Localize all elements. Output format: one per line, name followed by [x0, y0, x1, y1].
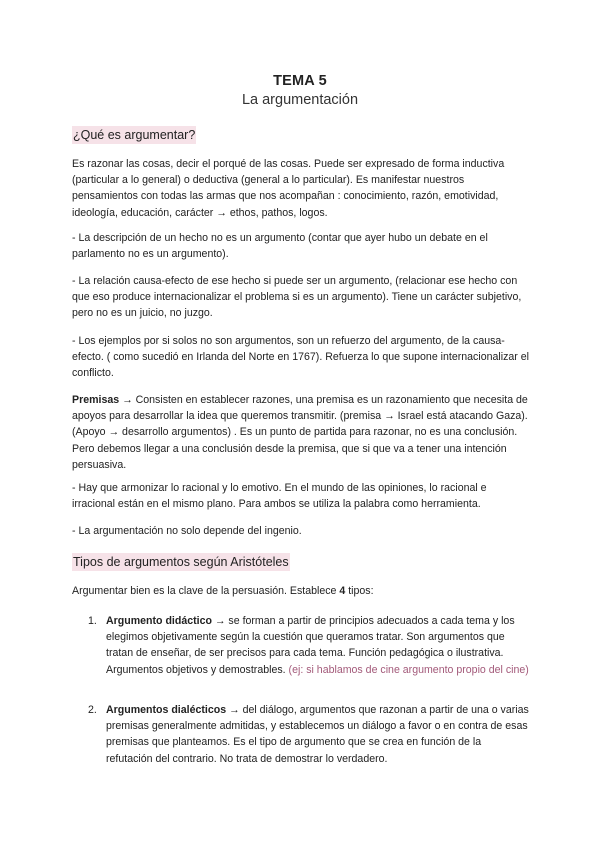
paragraph-ingenio: - La argumentación no solo depende del ingenio.: [72, 525, 302, 537]
document-title: TEMA 5: [273, 73, 327, 89]
section-heading-que-es-argumentar: ¿Qué es argumentar?: [73, 128, 196, 142]
intro-count: 4: [339, 585, 346, 597]
premisas-term: Premisas: [72, 394, 120, 406]
list-item-term: Argumentos dialécticos: [106, 704, 227, 716]
paragraph-descripcion: - La descripción de un hecho no es un argumento (contar que ayer hubo un debate en el parlamento no es un argumento).: [72, 232, 488, 261]
list-item-argumento-didactico: [106, 613, 530, 678]
list-item-number: 1.: [88, 615, 97, 627]
paragraph-armonizar: - Hay que armonizar lo racional y lo emotivo. En el mundo de las opiniones, lo racional e irracional están en el mismo plano. Para ambos se utiliza la palabra como herramienta.: [72, 482, 487, 511]
paragraph-causa-efecto: - La relación causa-efecto de ese hecho si puede ser un argumento, (relacionar ese hecho con que eso produce internacionalizar el problema si es un argumento). Tiene un carácter subjetivo, pero no es un juicio, no juzgo.: [72, 275, 522, 320]
intro-text-a: Argumentar bien es la clave de la persuasión. Establece: [72, 585, 340, 597]
list-item-number: 2.: [88, 704, 97, 716]
list-item-argumentos-dialecticos: [106, 702, 530, 767]
premisas-text: → Consisten en establecer razones, una premisa es un razonamiento que necesita de apoyos para desarrollar la idea que queremos transmitir. (premisa → Israel está atacando Gaza). (Apoyo → desarrollo argumentos) . Es un punto de partida para razonar, no es una conclusión. Pero debemos llegar a una conclusión desde la premisa, que si que va a tener una intención persuasiva.: [72, 394, 528, 471]
intro-text-b: tipos:: [345, 585, 374, 597]
paragraph-ejemplos: - Los ejemplos por si solos no son argumentos, son un refuerzo del argumento, de la causa-efecto. ( como sucedió en Irlanda del Norte en 1767). Refuerza lo que supone internacionalizar el conflicto.: [72, 335, 529, 380]
list-item-text: → del diálogo, argumentos que razonan a partir de una o varias premisas generalmente admitidas, y establecemos un diálogo a favor o en contra de esas premisas que planteamos. Es el tipo de argumento que se crea en función de la refutación del contrario. No trata de demostrar lo verdadero.: [106, 704, 529, 765]
list-item-note: (ej: si hablamos de cine argumento propio del cine): [288, 663, 529, 676]
section2-intro: [72, 583, 530, 599]
section-heading-tipos-argumentos: Tipos de argumentos según Aristóteles: [73, 555, 289, 569]
document-subtitle: La argumentación: [241, 92, 359, 108]
list-item-text: → se forman a partir de principios adecuados a cada tema y los elegimos objetivamente según la cuestión que queramos tratar. Son argumentos que tratan de enseñar, de ser precisos para cada tema. Función pedagógica o ilustrativa. Argumentos objetivos y demostrables.: [106, 615, 515, 676]
list-item-term: Argumento didáctico: [106, 615, 212, 627]
intro-paragraph: Es razonar las cosas, decir el porqué de las cosas. Puede ser expresado de forma inductiva (particular a lo general) o deductiva (general a lo particular). Es manifestar nuestros pensamientos con todas las armas que nos acompañan : conocimiento, razón, emotividad, ideología, educación, carácter → ethos, pathos, logos.: [72, 158, 505, 219]
paragraph-premisas: [72, 392, 530, 473]
